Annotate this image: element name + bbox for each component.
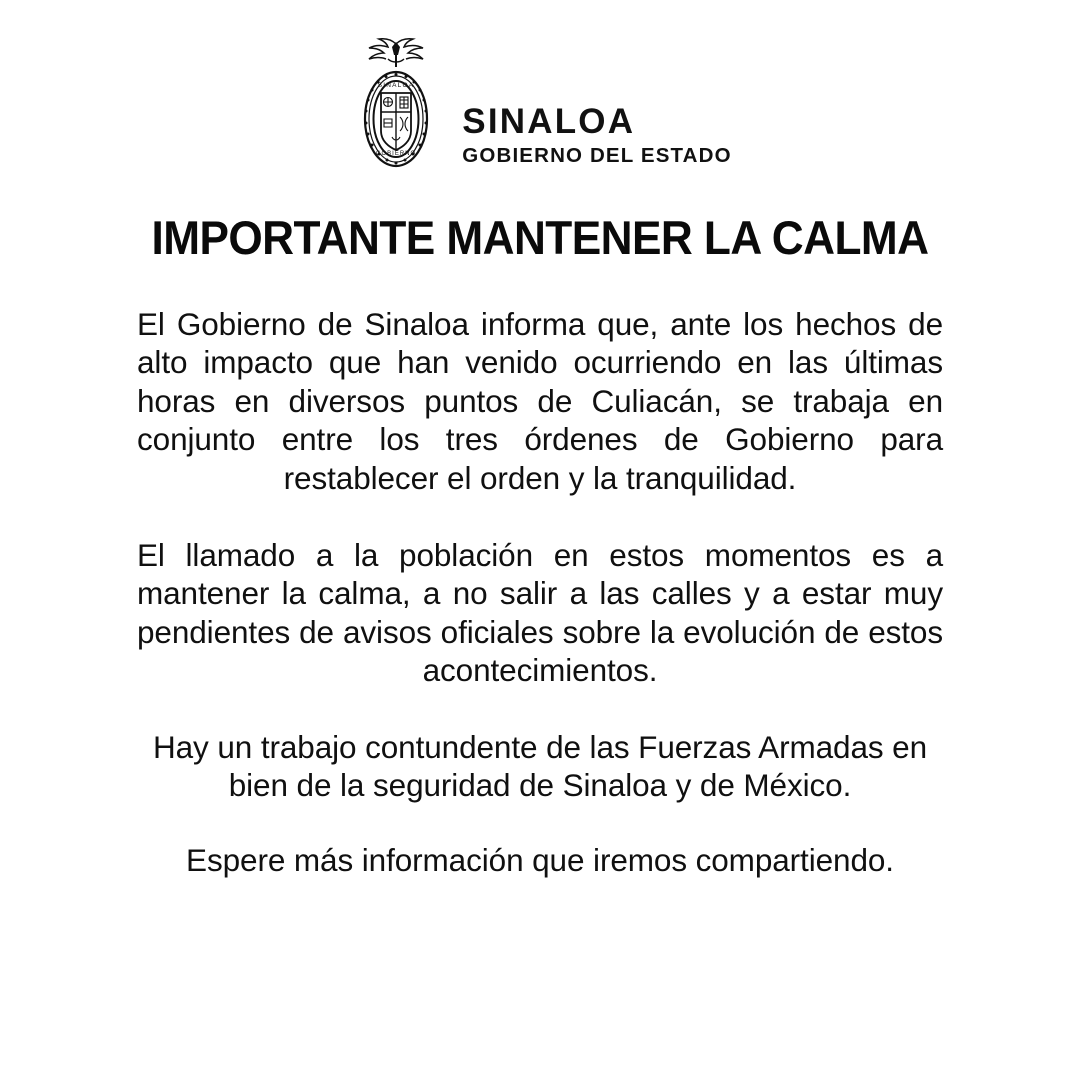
sinaloa-coat-of-arms-icon — [348, 33, 444, 183]
brand-text-block — [462, 48, 731, 167]
paragraph-1: El Gobierno de Sinaloa informa que, ante los hechos de alto impacto que han venido ocurriendo en las últimas horas en diversos puntos de Culiacán, se trabaja en conjunto entre los tres órdenes de Gobierno para restablecer el orden y la tranquilidad. — [137, 305, 943, 496]
brand-subtitle: GOBIERNO DEL ESTADO — [462, 144, 732, 168]
government-brand-lockup — [0, 0, 1080, 170]
paragraph-2: El llamado a la población en estos momentos es a mantener la calma, a no salir a las calles y a estar muy pendientes de avisos oficiales sobre la evolución de estos acontecimientos. — [137, 536, 943, 689]
svg-text:GOBIERNO: GOBIERNO — [376, 151, 417, 157]
brand-name: SINALOA — [462, 102, 636, 142]
page-title: IMPORTANTE MANTENER LA CALMA — [151, 211, 929, 264]
paragraph-4: Espere más información que iremos compartiendo. — [186, 841, 894, 878]
paragraph-3: Hay un trabajo contundente de las Fuerzas Armadas en bien de la seguridad de Sinaloa y de México. — [152, 728, 928, 804]
announcement-body — [137, 305, 943, 879]
svg-text:SINALOA: SINALOA — [378, 82, 415, 89]
